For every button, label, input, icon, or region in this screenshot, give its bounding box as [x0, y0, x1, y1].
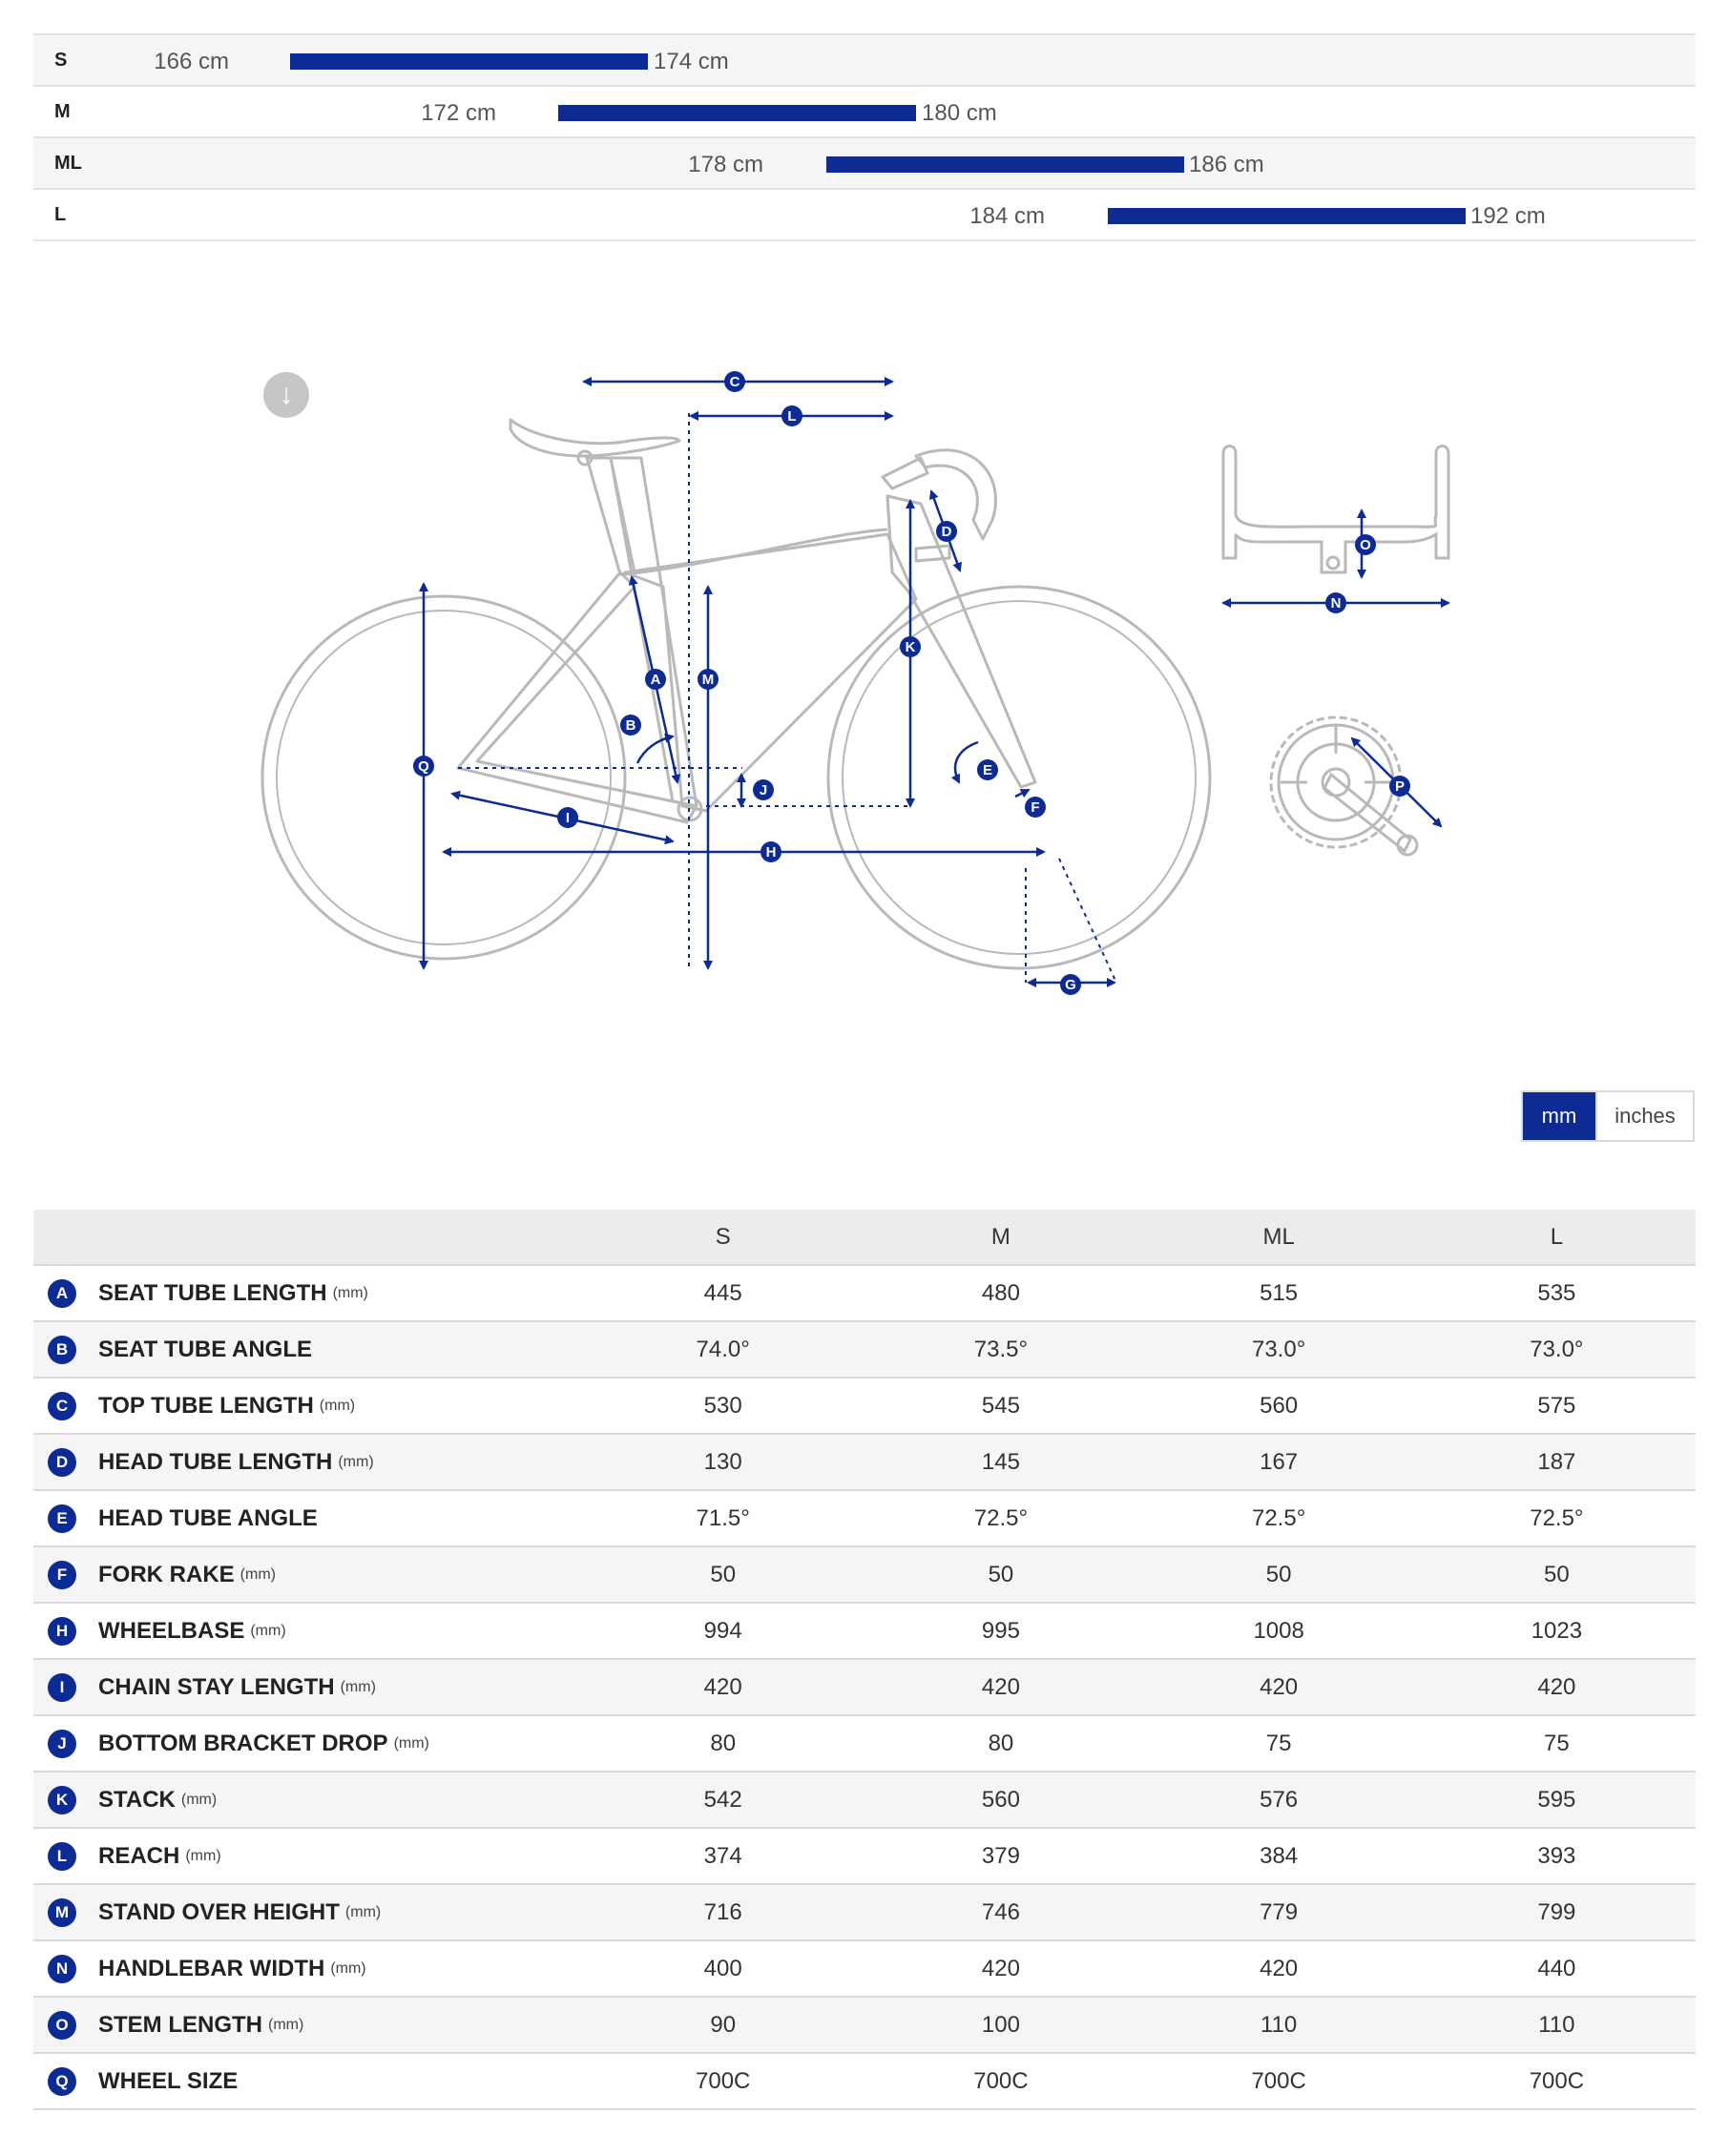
unit-inches-button[interactable]: inches [1595, 1092, 1693, 1140]
svg-text:N: N [1330, 595, 1342, 612]
svg-text:I: I [565, 810, 571, 826]
spec-value: 420 [584, 1659, 862, 1715]
table-row [33, 1659, 1696, 1715]
label-h-marker [760, 841, 781, 862]
spec-value: 576 [1140, 1772, 1418, 1828]
svg-text:L: L [787, 408, 797, 425]
table-row [33, 1378, 1696, 1434]
spec-label-cell [33, 1659, 584, 1715]
svg-text:E: E [982, 762, 993, 778]
measurement-badge: L [48, 1842, 76, 1871]
unit-mm-button[interactable]: mm [1523, 1092, 1595, 1140]
spec-value: 110 [1140, 1997, 1418, 2053]
table-row [33, 1940, 1696, 1997]
height-max: 180 cm [922, 100, 997, 126]
spec-value: 530 [584, 1378, 862, 1434]
spec-value: 73.5° [862, 1321, 1139, 1378]
spec-unit: (mm) [330, 1959, 366, 1977]
height-min: 166 cm [154, 49, 229, 74]
spec-name: CHAIN STAY LENGTH [98, 1673, 335, 1700]
measurement-badge: B [48, 1336, 76, 1364]
handlebar-detail [1223, 446, 1448, 573]
svg-text:A: A [650, 672, 661, 688]
height-min: 178 cm [688, 152, 763, 177]
measurement-badge: C [48, 1392, 76, 1420]
height-max: 192 cm [1470, 203, 1546, 229]
spec-label-cell [33, 1321, 584, 1378]
spec-name: SEAT TUBE LENGTH [98, 1279, 327, 1306]
table-row [33, 1434, 1696, 1490]
height-range-bar [1108, 208, 1466, 224]
label-l-marker [781, 405, 802, 426]
table-header-row [33, 1210, 1696, 1265]
label-c-marker [724, 371, 745, 392]
spec-name: TOP TUBE LENGTH [98, 1392, 314, 1419]
table-row [33, 1997, 1696, 2053]
spec-value: 420 [862, 1940, 1139, 1997]
measurement-badge: D [48, 1448, 76, 1477]
label-d-marker [936, 521, 957, 542]
table-row [33, 1603, 1696, 1659]
spec-label-cell [33, 1997, 584, 2053]
spec-value: 80 [862, 1715, 1139, 1772]
height-range-bar [826, 156, 1184, 173]
svg-text:P: P [1394, 778, 1406, 795]
spec-value: 545 [862, 1378, 1139, 1434]
table-row [33, 1828, 1696, 1884]
spec-value: 995 [862, 1603, 1139, 1659]
spec-label-cell [33, 1940, 584, 1997]
spec-name: BOTTOM BRACKET DROP [98, 1730, 388, 1756]
measurement-badge: H [48, 1617, 76, 1646]
size-row-s [33, 33, 1696, 85]
spec-label-cell [33, 2053, 584, 2109]
spec-label-cell [33, 1715, 584, 1772]
measurement-badge: K [48, 1786, 76, 1814]
spec-value: 779 [1140, 1884, 1418, 1940]
spec-name: FORK RAKE [98, 1561, 235, 1587]
svg-text:F: F [1031, 799, 1040, 816]
height-max: 174 cm [654, 49, 729, 74]
svg-text:C: C [729, 374, 740, 390]
measurement-badge: O [48, 2011, 76, 2040]
spec-label-cell [33, 1772, 584, 1828]
spec-name: HEAD TUBE ANGLE [98, 1504, 318, 1531]
table-row [33, 1490, 1696, 1546]
measurement-badge: A [48, 1279, 76, 1308]
spec-unit: (mm) [185, 1847, 221, 1864]
spec-value: 110 [1418, 1997, 1696, 2053]
arrow-down-icon: ↓ [279, 379, 294, 410]
spec-value: 746 [862, 1884, 1139, 1940]
spec-value: 440 [1418, 1940, 1696, 1997]
spec-value: 72.5° [862, 1490, 1139, 1546]
spec-name: HANDLEBAR WIDTH [98, 1955, 325, 1981]
measurement-badge: E [48, 1504, 76, 1533]
spec-name: WHEEL SIZE [98, 2067, 239, 2094]
spec-name: STACK [98, 1786, 176, 1813]
spec-value: 72.5° [1418, 1490, 1696, 1546]
svg-text:O: O [1360, 537, 1371, 553]
table-row [33, 1772, 1696, 1828]
svg-text:B: B [625, 717, 636, 734]
bike-geometry-diagram [0, 324, 1729, 1030]
front-wheel [828, 587, 1210, 968]
height-min: 172 cm [421, 100, 496, 126]
spec-value: 374 [584, 1828, 862, 1884]
geometry-table [33, 1210, 1696, 2110]
dimension-arrows [424, 382, 1114, 983]
table-row [33, 1321, 1696, 1378]
spec-unit: (mm) [180, 1791, 218, 1808]
spec-value: 75 [1140, 1715, 1418, 1772]
spec-label-cell [33, 1546, 584, 1603]
label-q-marker [413, 756, 434, 777]
header-size: S [584, 1210, 862, 1265]
spec-value: 700C [1140, 2053, 1418, 2109]
label-e-marker [977, 759, 998, 780]
spec-value: 560 [862, 1772, 1139, 1828]
table-row [33, 1715, 1696, 1772]
spec-value: 73.0° [1418, 1321, 1696, 1378]
spec-label-cell [33, 1603, 584, 1659]
spec-value: 480 [862, 1265, 1139, 1321]
spec-value: 145 [862, 1434, 1139, 1490]
spec-value: 700C [1418, 2053, 1696, 2109]
spec-label-cell [33, 1828, 584, 1884]
label-k-marker [900, 636, 921, 657]
spec-label-cell [33, 1265, 584, 1321]
spec-value: 1008 [1140, 1603, 1418, 1659]
spec-unit: (mm) [250, 1622, 286, 1639]
spec-value: 393 [1418, 1828, 1696, 1884]
svg-text:G: G [1065, 977, 1076, 993]
spec-unit: (mm) [319, 1397, 356, 1414]
spec-value: 73.0° [1140, 1321, 1418, 1378]
bike-frame [458, 420, 1035, 822]
spec-value: 50 [584, 1546, 862, 1603]
spec-value: 80 [584, 1715, 862, 1772]
size-label: ML [54, 153, 82, 174]
measurement-labels [413, 371, 1410, 995]
table-row [33, 2053, 1696, 2109]
measurement-badge: M [48, 1898, 76, 1927]
svg-text:D: D [941, 524, 952, 540]
label-i-marker [557, 807, 578, 828]
spec-value: 74.0° [584, 1321, 862, 1378]
spec-value: 799 [1418, 1884, 1696, 1940]
spec-value: 994 [584, 1603, 862, 1659]
height-min: 184 cm [969, 203, 1045, 229]
table-row [33, 1546, 1696, 1603]
spec-value: 50 [1418, 1546, 1696, 1603]
spec-value: 187 [1418, 1434, 1696, 1490]
svg-text:J: J [759, 782, 768, 798]
size-label: M [54, 101, 71, 122]
spec-value: 420 [1140, 1940, 1418, 1997]
spec-value: 400 [584, 1940, 862, 1997]
spec-name: STEM LENGTH [98, 2011, 262, 2038]
spec-value: 560 [1140, 1378, 1418, 1434]
size-row-ml [33, 136, 1696, 188]
label-g-marker [1060, 974, 1081, 995]
spec-name: WHEELBASE [98, 1617, 245, 1644]
spec-value: 50 [1140, 1546, 1418, 1603]
svg-text:K: K [905, 639, 916, 655]
spec-value: 445 [584, 1265, 862, 1321]
spec-value: 542 [584, 1772, 862, 1828]
spec-label-cell [33, 1434, 584, 1490]
spec-value: 420 [1418, 1659, 1696, 1715]
label-a-marker [645, 669, 666, 690]
measurement-badge: J [48, 1730, 76, 1758]
spec-value: 700C [862, 2053, 1139, 2109]
measurement-badge: Q [48, 2067, 76, 2096]
svg-text:M: M [701, 672, 715, 688]
spec-unit: (mm) [338, 1453, 374, 1470]
header-empty [33, 1210, 584, 1265]
guide-lines [458, 413, 1116, 983]
spec-name: SEAT TUBE ANGLE [98, 1336, 313, 1362]
measurement-badge: F [48, 1561, 76, 1589]
header-size: L [1418, 1210, 1696, 1265]
label-b-marker [620, 715, 641, 736]
spec-value: 75 [1418, 1715, 1696, 1772]
spec-value: 90 [584, 1997, 862, 2053]
size-row-m [33, 85, 1696, 136]
spec-value: 167 [1140, 1434, 1418, 1490]
spec-value: 384 [1140, 1828, 1418, 1884]
spec-value: 420 [1140, 1659, 1418, 1715]
size-label: L [54, 204, 67, 225]
spec-label-cell [33, 1884, 584, 1940]
spec-unit: (mm) [344, 1903, 382, 1920]
spec-value: 379 [862, 1828, 1139, 1884]
spec-value: 595 [1418, 1772, 1696, 1828]
spec-value: 72.5° [1140, 1490, 1418, 1546]
spec-value: 1023 [1418, 1603, 1696, 1659]
spec-label-cell [33, 1378, 584, 1434]
spec-value: 716 [584, 1884, 862, 1940]
svg-text:H: H [765, 844, 777, 860]
height-range-bar [558, 105, 916, 121]
measurement-badge: N [48, 1955, 76, 1983]
spec-value: 420 [862, 1659, 1139, 1715]
spec-value: 50 [862, 1546, 1139, 1603]
rear-wheel [262, 596, 625, 959]
spec-value: 130 [584, 1434, 862, 1490]
spec-value: 515 [1140, 1265, 1418, 1321]
spec-name: REACH [98, 1842, 180, 1869]
spec-value: 71.5° [584, 1490, 862, 1546]
rider-height-size-chart [33, 33, 1696, 241]
height-max: 186 cm [1189, 152, 1264, 177]
size-row-l [33, 188, 1696, 241]
label-m-marker [698, 669, 719, 690]
spec-unit: (mm) [393, 1734, 429, 1752]
spec-name: STAND OVER HEIGHT [98, 1898, 340, 1925]
spec-unit: (mm) [240, 1565, 276, 1583]
label-p-marker [1389, 776, 1410, 797]
label-o-marker [1355, 534, 1376, 555]
spec-unit: (mm) [268, 2016, 304, 2033]
spec-name: HEAD TUBE LENGTH [98, 1448, 333, 1475]
spec-value: 575 [1418, 1378, 1696, 1434]
label-f-marker [1025, 797, 1046, 818]
table-row [33, 1884, 1696, 1940]
header-size: ML [1140, 1210, 1418, 1265]
spec-value: 535 [1418, 1265, 1696, 1321]
height-range-bar [290, 53, 648, 70]
svg-text:Q: Q [418, 758, 429, 775]
spec-value: 100 [862, 1997, 1139, 2053]
measurement-badge: I [48, 1673, 76, 1702]
label-n-marker [1325, 592, 1346, 613]
spec-label-cell [33, 1490, 584, 1546]
unit-toggle [1521, 1090, 1695, 1142]
spec-unit: (mm) [332, 1284, 368, 1301]
spec-unit: (mm) [340, 1678, 376, 1695]
size-label: S [54, 50, 68, 71]
header-size: M [862, 1210, 1139, 1265]
spec-value: 700C [584, 2053, 862, 2109]
table-row [33, 1265, 1696, 1321]
label-j-marker [753, 779, 774, 800]
